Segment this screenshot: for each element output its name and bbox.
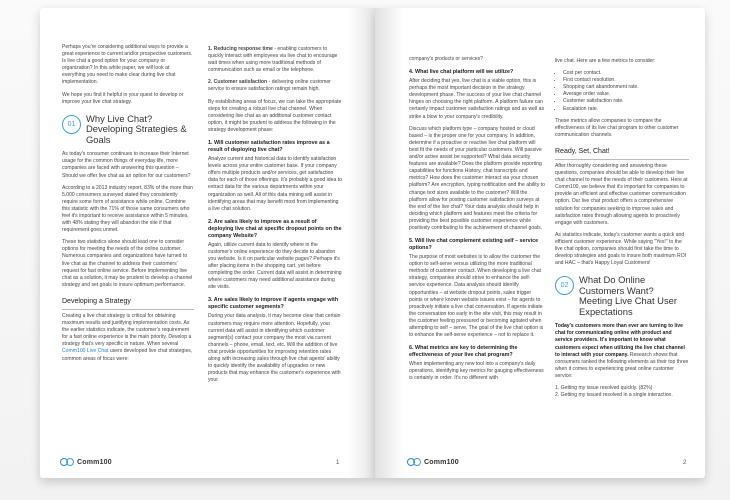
comm100-live-chat-link[interactable]: Comm100 Live Chat bbox=[62, 348, 109, 355]
subsection-title: Ready, Set, Chat! bbox=[555, 147, 610, 155]
answer-paragraph: Analyze current and historical data to identify satisfaction levels across your entire customer base. If your company offers multiple products and/or services, get satisfaction data for each of those offerings. It's probably a good idea to extract data for the various departments within your organization as well. All of this data mining will assist in identifying areas that may benefit most from implementing a live chat solution. bbox=[208, 156, 342, 212]
subsection-title: Developing a Strategy bbox=[62, 297, 131, 305]
metrics-list-item: • Shopping cart abandonment rate. bbox=[563, 84, 689, 91]
body-paragraph bbox=[555, 323, 689, 380]
footer-logo-text: Comm100 bbox=[424, 458, 459, 466]
page-footer-right bbox=[407, 456, 459, 468]
bold-text-run: Today's customers more than ever are turning to live chat for communicating online with product and service providers. It's important to know what customers expect when utilizing the live chat channel to interact with your company. bbox=[555, 323, 685, 358]
page-footer-left bbox=[60, 456, 112, 468]
expectation-list-item: 1. Getting my issue resolved quickly. (82%) bbox=[555, 385, 653, 391]
footer-logo-text: Comm100 bbox=[77, 458, 112, 466]
focus-item-2 bbox=[208, 79, 342, 93]
section-number-badge: 02 bbox=[555, 276, 574, 295]
question-heading: 1. Will customer satisfaction rates improve as a result of deploying live chat? bbox=[208, 140, 330, 154]
answer-paragraph: During your data analysis, it may become clear that certain customers may require more attention. Hopefully, your current data will assist in identifying which customer segment(s) contact your company the most via current channels – phone, email, text, etc. Will the addition of live chat provide opportunities for improving retention rates along with increasing sales through live chat agents' ability to quickly identify the availability of upgrades or new products that may enhance the customer's experience with your bbox=[208, 313, 341, 384]
question-heading: 5. Will live chat complement existing self – service options? bbox=[409, 238, 539, 252]
question-heading: 6. What metrics are key to determining the effectiveness of your live chat program? bbox=[409, 345, 518, 359]
body-paragraph: These metrics allow companies to compare the effectiveness of its live chat program to other customer communication channels. bbox=[555, 117, 679, 138]
section-heading-01 bbox=[62, 114, 194, 146]
page-right bbox=[375, 8, 705, 478]
right-column-2 bbox=[555, 58, 689, 399]
section-title: What Do Online Customers Want? Meeting Live Chat User Expectations bbox=[579, 274, 677, 317]
section-heading-02 bbox=[555, 275, 689, 317]
answer-paragraph: The purpose of most websites is to allow the customer the option to self-serve versus utilizing the more traditional methods of customer contact. When developing a live chat strategy, companies should strive to enhance the self-service experience. Data analysis should identify opportunities – at website dropout points, sales trigger points or where known website issues exist – for agents to proactively initiate a live chat conversation. If agents initiate the conversation too early in the site visit, this may result in the customer feeling pressured or becoming agitated when attempting to self – serve. The goal of the live chat option is to enhance the self-serve experience – not to replace it. bbox=[409, 254, 544, 339]
right-column-1 bbox=[409, 56, 545, 387]
comm100-logo-icon bbox=[60, 458, 74, 466]
metrics-list-item: • Average order value. bbox=[563, 91, 689, 98]
intro-paragraph-2: We hope you find it helpful in your quest to develop or improve your live chat strategy. bbox=[62, 91, 184, 105]
page-number: 2 bbox=[683, 460, 687, 466]
metrics-list bbox=[555, 70, 689, 113]
answer-paragraph: After deciding that yes, live chat is a viable option, this is perhaps the most important decision in the strategy development phase. The success of your live chat channel hinges on choosing the right platform. A platform failure can certainly impact customer satisfaction ratings and as well as strike a blow to your company's credibility. bbox=[409, 78, 545, 120]
answer-paragraph: When implementing any new tool into a company's daily operations, identifying key metrics for gauging effectiveness is certainly in order. It's no different with bbox=[409, 361, 544, 382]
expectation-list-item: 2. Getting my issued resolved in a single interaction. bbox=[555, 392, 673, 399]
text-run: Creating a live chat strategy is critical for obtaining maximum results and justifying implementation costs. As the earlier statistics indicate, the customer's requirement for a fast online experience is the main priority. Develop a strategy that's very specific in nature. When several bbox=[62, 312, 192, 348]
body-paragraph: According to a 2013 industry report, 83% of the more than 5,000 consumers surveyed stated they consistently require some form of assistance while online. Combine this statistic with the 71% of those same consumers who feel it's important to receive assistance within 5 minutes, with 48% stating they will abandon the site if that requirement goes unmet. bbox=[62, 184, 193, 234]
left-column-2 bbox=[208, 46, 342, 389]
metrics-intro: live chat. Here are a few metrics to consider: bbox=[555, 58, 656, 64]
question-heading: 3. Are sales likely to improve if agents engage with specific customer segments? bbox=[208, 297, 339, 311]
question-heading: 2. Are sales likely to improve as a result of deploying live chat at specific dropout points on the company Website? bbox=[208, 218, 342, 239]
text-run: - enabling customers to quickly interact with employees via live chat to encourage wait times when using more traditional methods of communication such as email or the telephone. bbox=[208, 46, 338, 74]
metrics-list-item: • First contact resolution. bbox=[563, 77, 689, 84]
body-paragraph: As today's consumer continues to increase their Internet usage for the common things of everyday life, more companies are faced with answering this question – Should we offer live chat as an option for our customers? bbox=[62, 151, 191, 179]
body-paragraph: These two statistics alone should lead one to consider options for meeting the needs of the online customer. Numerous companies and organizations have turned to live chat as the channel to address their customers' request for fast online service. Before implementing live chat as a solution, it may be prudent to develop a channel strategy and set goals to insure optimum performance. bbox=[62, 239, 193, 288]
focus-item-title: 2. Customer satisfaction bbox=[208, 79, 268, 86]
answer-paragraph: Again, utilize current data to identify where in the customer's online experience do they decide to abandon you website. Is it on particular website pages? Perhaps it's after placing items in the shopping cart, yet before completing the order. Current data will assist in determining where customers may need additional assistance during site visits. bbox=[208, 241, 342, 291]
divider bbox=[555, 159, 689, 160]
divider bbox=[62, 309, 194, 310]
focus-item-title: 1. Reducing response time bbox=[208, 46, 273, 52]
text-run: Research shows that consumers ranked the following elements as their top three when it comes to experiencing great online customer service: bbox=[555, 351, 689, 379]
section-number-badge: 01 bbox=[62, 115, 81, 134]
question-heading: 4. What live chat platform will we utilize? bbox=[409, 69, 514, 76]
intro-paragraph-1: Perhaps you're considering additional ways to provide a great experience to current and/or prospective customers. Is live chat a good option for your company or organization? In this white paper, we will look at everything you need to make clear during live chat implementation. bbox=[62, 44, 193, 86]
page-left bbox=[40, 8, 375, 478]
body-paragraph: As statistics indicate, today's customer wants a quick and efficient customer experience. While saying "Yes!" to the live chat option, companies should first take the time to develop strategies and goals to insure both maximum ROI and HAC – that's Happy Loyal Customers! bbox=[555, 231, 687, 267]
body-paragraph bbox=[62, 313, 194, 363]
metrics-list-item: • Escalation rate. bbox=[563, 106, 689, 113]
focus-item-1 bbox=[208, 46, 342, 74]
answer-paragraph: Discuss which platform type – company hosted or cloud based – is the proper one for your company. In addition, determine if a proactive or reactive live chat platform will best fit the needs of your particular customers. Will passive and/or active assist be supported? What data security features are available? Does the platform provide reporting capabilities for functions History, chat transcripts and metrics? How does the customer interact via your chosen platform? Are encryption, typing notification and the ability to change text sizes available to the customer? Will the platform allow for posting customer satisfaction surveys at the end of the live chat? Your data analysis should help in deciding which platform and features meet the criteria for providing the best possible customer experience while positively contributing to the achievement of channel goals. bbox=[409, 125, 545, 231]
continued-text: company's products or services? bbox=[409, 56, 484, 62]
body-paragraph: After thoroughly considering and answering these questions, companies should be able to develop their live chat channel to meet the needs of their customers. Here at Comm100, we believe that it's important for companies to provide an efficient and effective customer communication option. Our live chat product offers a comprehensive solution for companies seeking to improve sales and satisfaction rates through allowing agents to proactively engage with customers. bbox=[555, 162, 688, 226]
section-title: Why Live Chat? Developing Strategies & Goals bbox=[86, 112, 187, 145]
metrics-list-item: • Customer satisfaction rate. bbox=[563, 98, 689, 105]
comm100-logo-icon bbox=[407, 458, 421, 466]
page-number: 1 bbox=[336, 460, 340, 466]
text-run: - delivering online customer service to ensure satisfaction ratings remain high. bbox=[208, 79, 331, 93]
text-run: users developed live chat strategies, common areas of focus were: bbox=[62, 348, 193, 362]
body-paragraph: By establishing areas of focus, we can take the appropriate steps for creating a robust live chat channel. When considering live chat as an additional customer contact option, it might be prudent to address the following in the strategy development phase: bbox=[208, 98, 342, 133]
left-column-1 bbox=[62, 44, 194, 368]
metrics-list-item: • Cost per contact. bbox=[563, 70, 689, 77]
